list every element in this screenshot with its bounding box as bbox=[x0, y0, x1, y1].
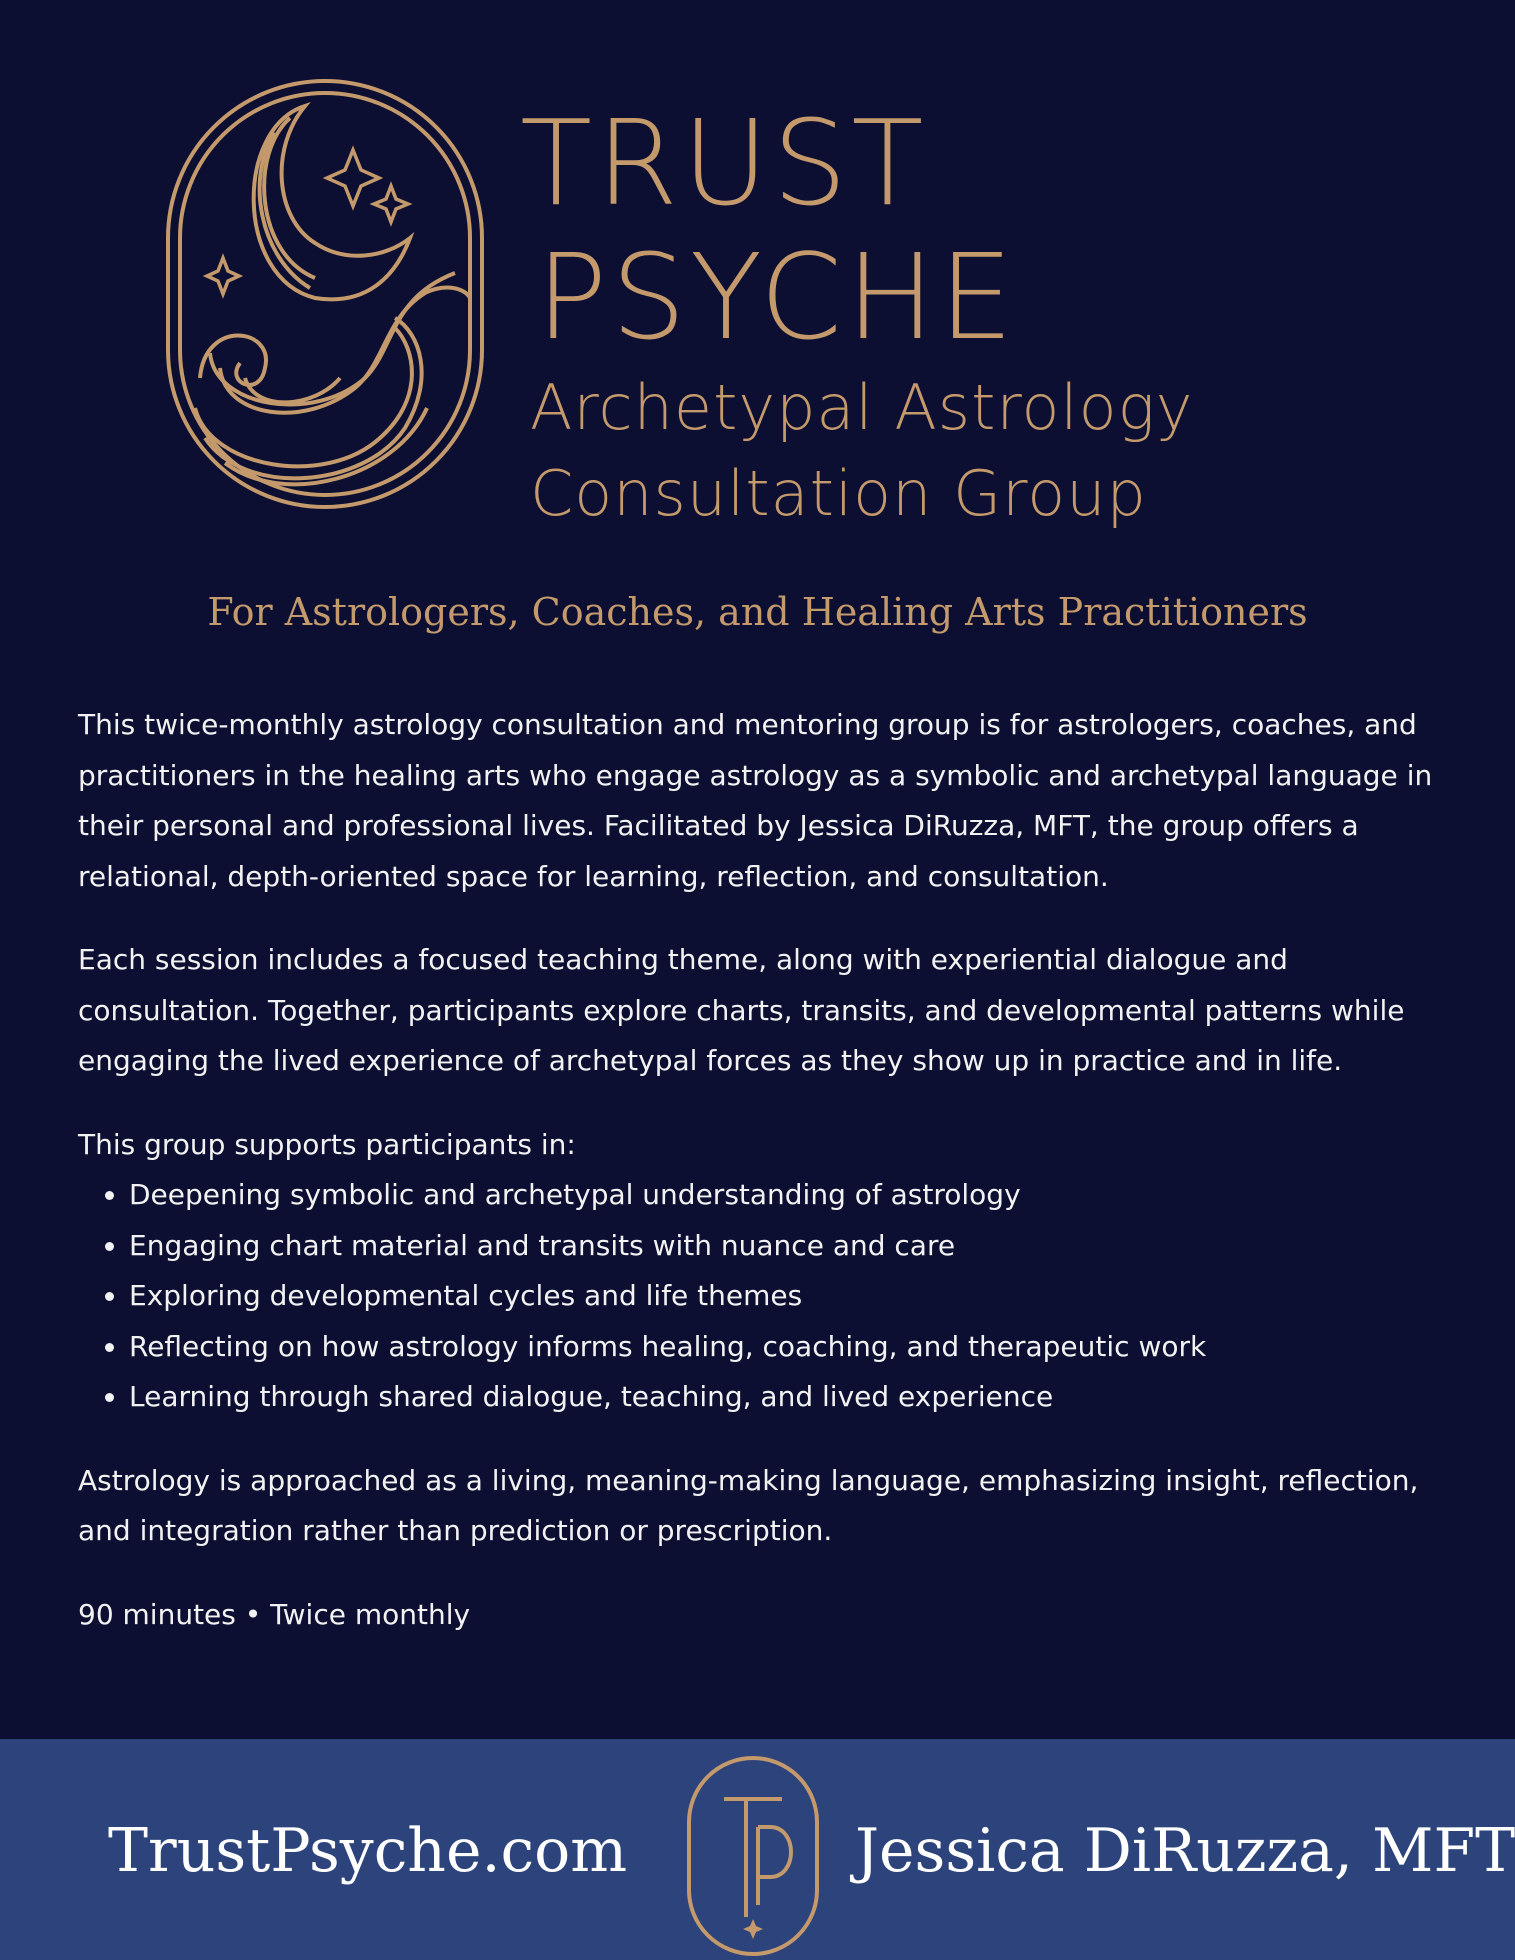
moon-wave-stars-icon bbox=[165, 78, 485, 510]
tagline: For Astrologers, Coaches, and Healing Arts Practitioners bbox=[207, 590, 1308, 634]
list-item: • Engaging chart material and transits with nuance and care bbox=[129, 1221, 1438, 1272]
list-item: • Deepening symbolic and archetypal understanding of astrology bbox=[129, 1170, 1438, 1221]
schedule-text: 90 minutes • Twice monthly bbox=[78, 1597, 471, 1631]
body-content bbox=[78, 700, 1438, 1673]
list-intro: This group supports participants in: bbox=[78, 1127, 576, 1161]
facilitator-name: Jessica DiRuzza, MFT bbox=[855, 1816, 1515, 1886]
approach-paragraph: Astrology is approached as a living, meaning-making language, emphasizing insight, reflection, and integration rather than prediction or prescription. bbox=[78, 1463, 1419, 1547]
list-item: • Exploring developmental cycles and life themes bbox=[129, 1271, 1438, 1322]
list-item: • Learning through shared dialogue, teaching, and lived experience bbox=[129, 1372, 1438, 1423]
subtitle-line-2: Consultation Group bbox=[530, 457, 1147, 530]
subtitle-line-1: Archetypal Astrology bbox=[530, 371, 1194, 444]
brand-title-line-2: PSYCHE bbox=[536, 228, 1018, 366]
brand-title-line-1: TRUST bbox=[520, 94, 928, 232]
website-link[interactable]: TrustPsyche.com bbox=[108, 1816, 628, 1886]
session-paragraph: Each session includes a focused teaching theme, along with experiential dialogue and consultation. Together, participants explore charts, transits, and developmental patterns while engaging the lived experience of archetypal forces as they show up in practice and in life. bbox=[78, 943, 1405, 1077]
tp-monogram-icon bbox=[686, 1755, 820, 1957]
intro-paragraph: This twice-monthly astrology consultation and mentoring group is for astrologers, coaches, and practitioners in the healing arts who engage astrology as a symbolic and archetypal language in their personal and professional lives. Facilitated by Jessica DiRuzza, MFT, the group offers a relational, depth-oriented space for learning, reflection, and consultation. bbox=[78, 708, 1433, 893]
benefits-list bbox=[78, 1170, 1438, 1423]
list-item: • Reflecting on how astrology informs healing, coaching, and therapeutic work bbox=[129, 1322, 1438, 1373]
footer-band bbox=[0, 1739, 1515, 1960]
header bbox=[0, 0, 1515, 560]
